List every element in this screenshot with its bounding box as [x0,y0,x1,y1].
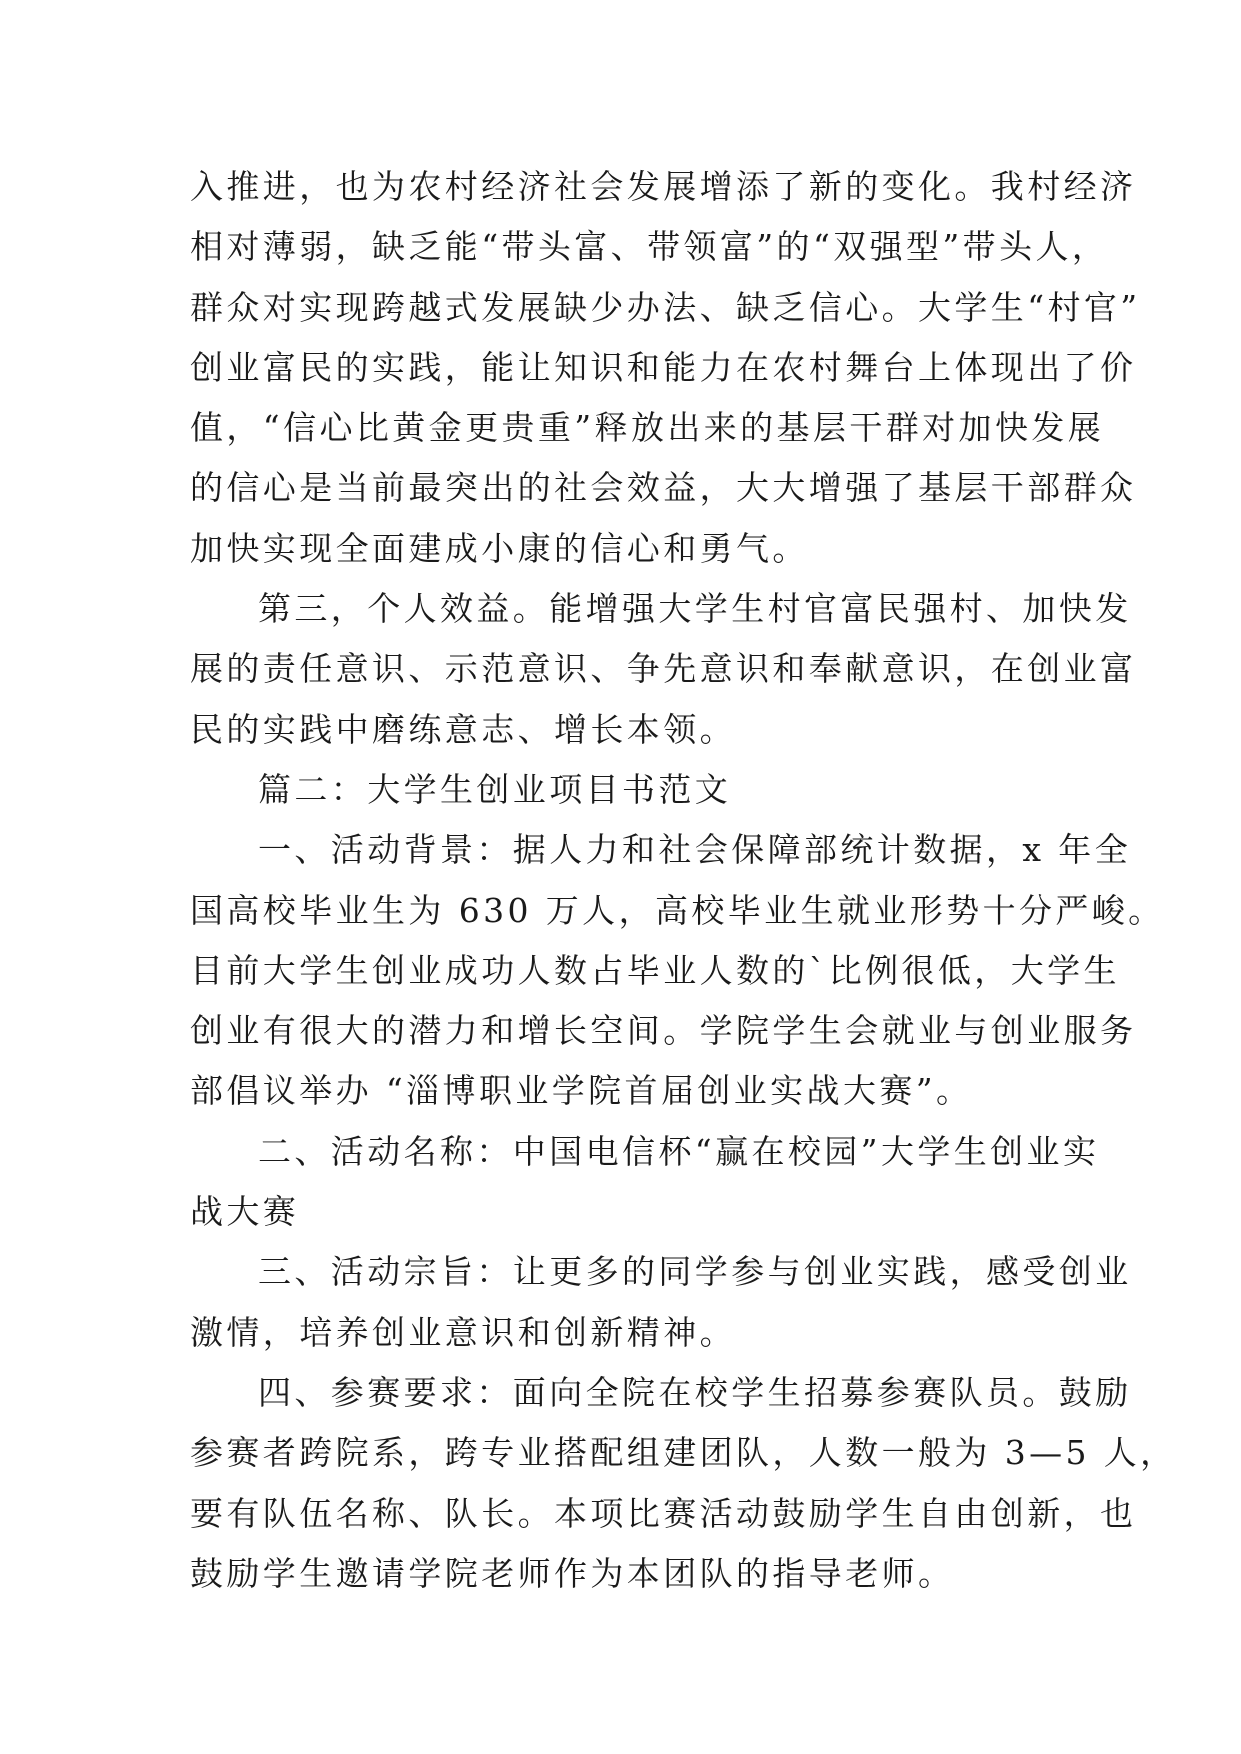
text-line: 入推进，也为农村经济社会发展增添了新的变化。我村经济 [190,167,1137,206]
paragraph-first-line: 第三，个人效益。能增强大学生村官富民强村、加快发 [258,589,1132,629]
paragraph-first-line: 二、活动名称：中国电信杯“赢在校园”大学生创业实 [258,1131,1100,1171]
body-text [190,157,1177,1604]
text-line: 战大赛 [190,1192,300,1232]
text-line: 民的实践中磨练意志、增长本领。 [190,709,736,749]
text-line: 创业富民的实践，能让知识和能力在农村舞台上体现出了价 [190,347,1137,387]
text-line: 激情，培养创业意识和创新精神。 [190,1312,736,1352]
text-line: 国高校毕业生为 630 万人，高校毕业生就业形势十分严峻。 [190,890,1165,930]
text-line: 群众对实现跨越式发展缺少办法、缺乏信心。大学生“村官” [190,287,1141,327]
paragraph-first-line: 四、参赛要求：面向全院在校学生招募参赛队员。鼓励 [258,1372,1132,1412]
text-line: 鼓励学生邀请学院老师作为本团队的指导老师。 [190,1553,955,1593]
text-line: 相对薄弱，缺乏能“带头富、带领富”的“双强型”带头人， [190,227,1109,267]
text-line: 的信心是当前最突出的社会效益，大大增强了基层干部群众 [190,468,1137,508]
text-line: 目前大学生创业成功人数占毕业人数的`比例很低，大学生 [190,950,1120,990]
paragraph-first-line: 三、活动宗旨：让更多的同学参与创业实践，感受创业 [258,1252,1132,1292]
text-line: 参赛者跨院系，跨专业搭配组建团队，人数一般为 3—5 人， [190,1433,1177,1473]
text-line: 值，“信心比黄金更贵重”释放出来的基层干群对加快发展 [190,408,1105,448]
section-heading: 篇二：大学生创业项目书范文 [258,769,732,809]
text-line: 加快实现全面建成小康的信心和勇气。 [190,528,809,568]
text-line: 部倡议举办 “淄博职业学院首届创业实战大赛”。 [190,1071,973,1111]
text-line: 展的责任意识、示范意识、争先意识和奉献意识，在创业富 [190,649,1137,689]
text-line: 创业有很大的潜力和增长空间。学院学生会就业与创业服务 [190,1011,1137,1051]
text-line: 要有队伍名称、队长。本项比赛活动鼓励学生自由创新，也 [190,1493,1137,1533]
paragraph-first-line: 一、活动背景：据人力和社会保障部统计数据，x 年全 [258,830,1132,870]
